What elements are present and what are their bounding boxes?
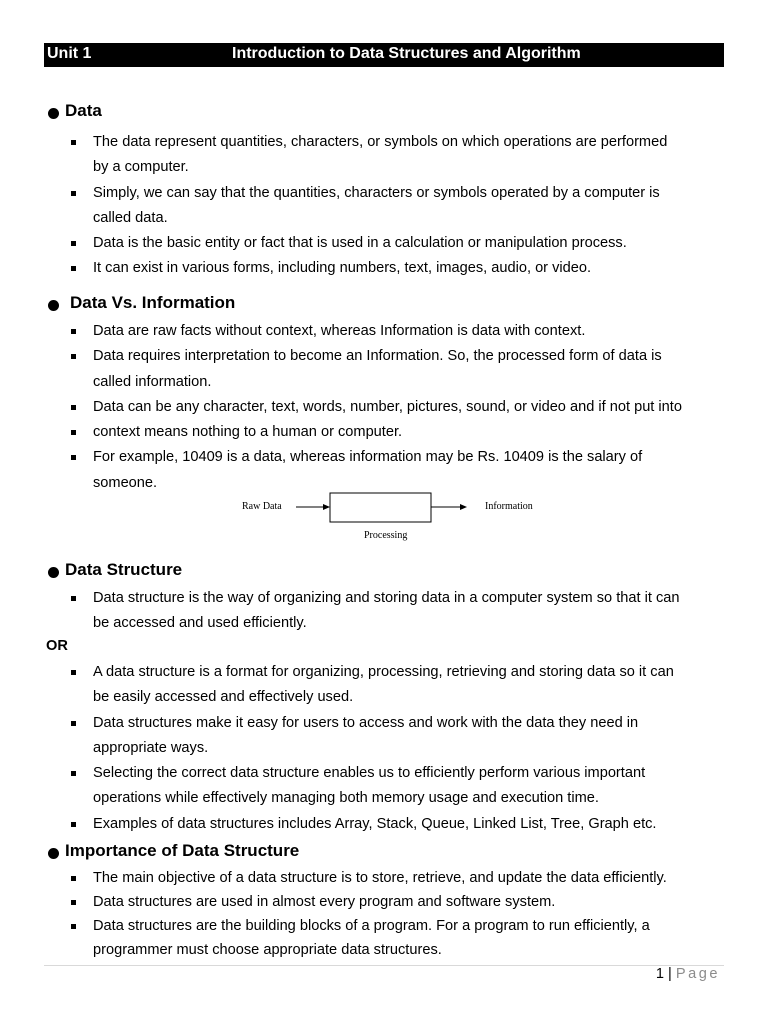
list-item: The data represent quantities, characters, or symbols on which operations are performed (48, 130, 728, 155)
square-bullet-icon (71, 771, 76, 776)
processing-label: Processing (364, 530, 408, 541)
square-bullet-icon (71, 670, 76, 675)
list-item: A data structure is a format for organizing, processing, retrieving and storing data so it can (48, 660, 728, 685)
document-title: Introduction to Data Structures and Algorithm (232, 45, 581, 62)
square-bullet-icon (71, 266, 76, 271)
square-bullet-icon (71, 822, 76, 827)
list-item: For example, 10409 is a data, whereas information may be Rs. 10409 is the salary of (48, 445, 728, 470)
list-item-continuation: programmer must choose appropriate data structures. (93, 942, 442, 958)
section-data-structure-continued (48, 660, 728, 837)
square-bullet-icon (71, 329, 76, 334)
page-word: Page (675, 966, 720, 982)
page-number: 1 (655, 966, 664, 982)
list-item-continuation: be easily accessed and effectively used. (93, 689, 354, 706)
section-data-structure (48, 560, 728, 637)
square-bullet-icon (71, 405, 76, 410)
section-data-vs-information (48, 293, 728, 496)
square-bullet-icon (71, 876, 76, 881)
page-footer (656, 966, 720, 982)
page-separator: | (668, 966, 672, 982)
list-item-continuation: called information. (93, 373, 212, 390)
bullet-dot-icon (48, 567, 59, 578)
raw-data-label: Raw Data (242, 501, 282, 512)
square-bullet-icon (71, 140, 76, 145)
section-heading: Importance of Data Structure (65, 841, 300, 860)
list-item: Data structure is the way of organizing and storing data in a computer system so that it can (48, 586, 728, 611)
square-bullet-icon (71, 241, 76, 246)
list-item: Simply, we can say that the quantities, characters or symbols operated by a computer is (48, 181, 728, 206)
list-item: It can exist in various forms, including numbers, text, images, audio, or video. (48, 256, 728, 281)
list-item-continuation: called data. (93, 209, 168, 226)
list-item: Data can be any character, text, words, number, pictures, sound, or video and if not put into (48, 395, 728, 420)
square-bullet-icon (71, 596, 76, 601)
square-bullet-icon (71, 721, 76, 726)
list-item: Data requires interpretation to become an Information. So, the processed form of data is (48, 344, 728, 369)
or-label: OR (46, 638, 68, 654)
list-item: Examples of data structures includes Array, Stack, Queue, Linked List, Tree, Graph etc. (48, 812, 728, 837)
square-bullet-icon (71, 430, 76, 435)
section-heading: Data (65, 101, 102, 120)
section-heading: Data Structure (65, 560, 183, 579)
list-item-continuation: be accessed and used efficiently. (93, 615, 307, 632)
information-label: Information (485, 501, 533, 512)
square-bullet-icon (71, 455, 76, 460)
list-item: Data structures make it easy for users to access and work with the data they need in (48, 711, 728, 736)
list-item: Data are raw facts without context, whereas Information is data with context. (48, 319, 728, 344)
list-item: context means nothing to a human or computer. (48, 420, 728, 445)
processing-box (330, 493, 431, 522)
square-bullet-icon (71, 900, 76, 905)
data-processing-diagram (200, 488, 560, 548)
list-item: Selecting the correct data structure enables us to efficiently perform various important (48, 761, 728, 786)
unit-label: Unit 1 (47, 45, 92, 62)
list-item-continuation: by a computer. (93, 159, 189, 176)
list-item-continuation: operations while effectively managing both memory usage and execution time. (93, 790, 599, 807)
bullet-dot-icon (48, 300, 59, 311)
square-bullet-icon (71, 924, 76, 929)
arrow-head-out-icon (460, 504, 467, 510)
square-bullet-icon (71, 191, 76, 196)
arrow-head-in-icon (323, 504, 330, 510)
bullet-dot-icon (48, 848, 59, 859)
list-item: Data structures are the building blocks of a program. For a program to run efficiently, a (48, 914, 728, 938)
list-item: Data is the basic entity or fact that is used in a calculation or manipulation process. (48, 231, 728, 256)
list-item-continuation: someone. (93, 474, 158, 491)
list-item: Data structures are used in almost every program and software system. (48, 890, 728, 914)
section-heading: Data Vs. Information (70, 293, 236, 312)
bullet-dot-icon (48, 108, 59, 119)
section-data (48, 101, 728, 282)
list-item-continuation: appropriate ways. (93, 739, 209, 756)
list-item: The main objective of a data structure is to store, retrieve, and update the data efficiently. (48, 866, 728, 890)
unit-header-bar (44, 43, 724, 67)
section-importance (48, 841, 728, 962)
footer-divider (44, 965, 724, 966)
square-bullet-icon (71, 354, 76, 359)
